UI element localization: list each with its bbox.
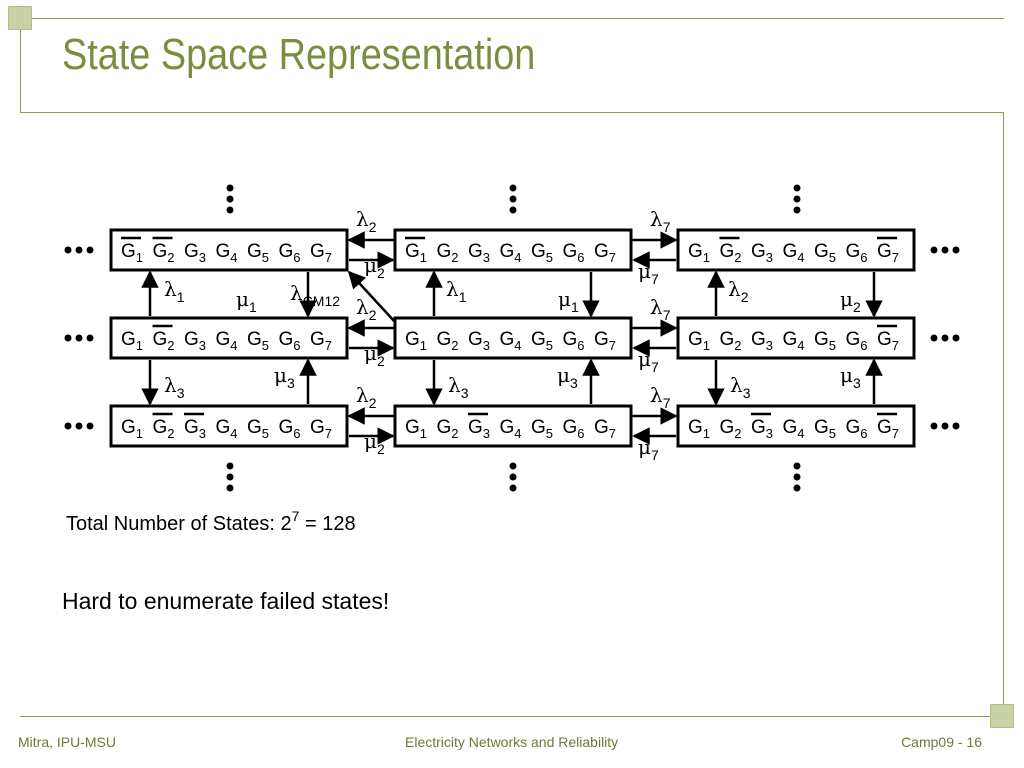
- rate-lambda2-row1: $\lambda_2$: [356, 207, 377, 235]
- generator-label: $G_7$: [310, 241, 333, 265]
- generator-label: $G_3$: [184, 241, 207, 265]
- generator-label: $G_2$: [719, 241, 742, 265]
- generator-label: $G_1$: [688, 329, 711, 353]
- generator-label: $G_5$: [531, 417, 554, 441]
- state-box-r3c3: [678, 406, 914, 446]
- generator-label: $G_1$: [121, 241, 144, 265]
- generator-label: $G_6$: [278, 241, 301, 265]
- rate-lambda-cm12: $\lambda_{CM12}$: [290, 281, 341, 309]
- rate-lambda2-col3: $\lambda_2$: [728, 277, 749, 305]
- generator-label: $G_4$: [215, 329, 238, 353]
- generator-label: $G_1$: [405, 241, 428, 265]
- rate-lambda2-row2: $\lambda_2$: [356, 295, 377, 323]
- rate-mu3-col1: $\mu_3$: [274, 363, 295, 391]
- rate-mu2-col3: $\mu_2$: [840, 287, 861, 315]
- ellipsis-top-col2: [510, 185, 517, 214]
- generator-label: $G_2$: [436, 329, 459, 353]
- rate-lambda7-row1: $\lambda_7$: [650, 207, 671, 235]
- ellipsis-top-col3: [794, 185, 801, 214]
- generator-label: $G_7$: [594, 417, 617, 441]
- rate-mu3-col3: $\mu_3$: [840, 363, 861, 391]
- generator-label: $G_6$: [562, 417, 585, 441]
- generator-label: $G_1$: [405, 417, 428, 441]
- generator-label: $G_5$: [814, 241, 837, 265]
- generator-label: $G_4$: [499, 329, 522, 353]
- slide-title: State Space Representation: [62, 30, 536, 79]
- generator-label: $G_7$: [594, 241, 617, 265]
- state-box-r2c2: [395, 318, 631, 358]
- rate-mu2-row3: $\mu_2$: [364, 429, 385, 457]
- generator-label: $G_6$: [845, 329, 868, 353]
- state-box-r2c1: [111, 318, 347, 358]
- ellipsis-right-row2: [931, 335, 960, 342]
- rate-lambda1-col2: $\lambda_1$: [446, 277, 467, 305]
- generator-label: $G_4$: [499, 417, 522, 441]
- generator-label: $G_2$: [152, 417, 175, 441]
- generator-label: $G_3$: [184, 417, 207, 441]
- state-box-r1c2: [395, 230, 631, 270]
- generator-label: $G_3$: [751, 329, 774, 353]
- rate-lambda1-col1: $\lambda_1$: [164, 277, 185, 305]
- generator-label: $G_1$: [688, 241, 711, 265]
- generator-label: $G_7$: [310, 417, 333, 441]
- generator-label: $G_4$: [782, 241, 805, 265]
- state-box-r3c2: [395, 406, 631, 446]
- rate-mu7-row2: $\mu_7$: [638, 347, 659, 375]
- rate-lambda3-col1: $\lambda_3$: [164, 373, 185, 401]
- generator-label: $G_7$: [877, 241, 900, 265]
- state-box-r2c3: [678, 318, 914, 358]
- generator-label: $G_3$: [751, 417, 774, 441]
- rate-mu1-col2: $\mu_1$: [558, 287, 579, 315]
- generator-label: $G_3$: [468, 417, 491, 441]
- ellipsis-bottom-col3: [794, 463, 801, 492]
- ellipsis-bottom-col1: [227, 463, 234, 492]
- generator-label: $G_2$: [719, 329, 742, 353]
- footer-author: Mitra, IPU-MSU: [18, 734, 116, 750]
- generator-label: $G_6$: [278, 329, 301, 353]
- generator-label: $G_2$: [436, 241, 459, 265]
- generator-label: $G_4$: [782, 417, 805, 441]
- rate-lambda7-row2: $\lambda_7$: [650, 295, 671, 323]
- rate-mu3-col2: $\mu_3$: [557, 363, 578, 391]
- generator-label: $G_2$: [152, 241, 175, 265]
- generator-label: $G_4$: [782, 329, 805, 353]
- generator-label: $G_7$: [594, 329, 617, 353]
- rate-lambda2-row3: $\lambda_2$: [356, 383, 377, 411]
- generator-label: $G_5$: [814, 329, 837, 353]
- generator-label: $G_5$: [247, 241, 270, 265]
- rate-lambda3-col3: $\lambda_3$: [730, 373, 751, 401]
- generator-label: $G_4$: [499, 241, 522, 265]
- generator-label: $G_5$: [814, 417, 837, 441]
- generator-label: $G_7$: [877, 329, 900, 353]
- footer-course: Electricity Networks and Reliability: [405, 734, 619, 750]
- generator-label: $G_1$: [121, 329, 144, 353]
- state-box-r1c1: [111, 230, 347, 270]
- generator-label: $G_3$: [468, 241, 491, 265]
- generator-label: $G_5$: [531, 241, 554, 265]
- ellipsis-left-row1: [65, 247, 94, 254]
- generator-label: $G_6$: [845, 417, 868, 441]
- state-box-r3c1: [111, 406, 347, 446]
- generator-label: $G_1$: [405, 329, 428, 353]
- state-box-r1c3: [678, 230, 914, 270]
- ellipsis-top-col1: [227, 185, 234, 214]
- body-text: Hard to enumerate failed states!: [62, 588, 390, 614]
- rate-mu7-row3: $\mu_7$: [638, 435, 659, 463]
- ellipsis-right-row3: [931, 423, 960, 430]
- ellipsis-right-row1: [931, 247, 960, 254]
- generator-label: $G_5$: [247, 417, 270, 441]
- generator-label: $G_1$: [121, 417, 144, 441]
- generator-label: $G_5$: [531, 329, 554, 353]
- generator-label: $G_4$: [215, 241, 238, 265]
- generator-label: $G_2$: [152, 329, 175, 353]
- generator-label: $G_4$: [215, 417, 238, 441]
- generator-label: $G_2$: [719, 417, 742, 441]
- generator-label: $G_6$: [562, 329, 585, 353]
- rate-mu2-row2: $\mu_2$: [364, 341, 385, 369]
- generator-label: $G_7$: [877, 417, 900, 441]
- ellipsis-left-row2: [65, 335, 94, 342]
- footer-slide-number: Camp09 - 16: [901, 734, 982, 750]
- generator-label: $G_2$: [436, 417, 459, 441]
- generator-label: $G_3$: [468, 329, 491, 353]
- generator-label: $G_6$: [562, 241, 585, 265]
- generator-label: $G_3$: [184, 329, 207, 353]
- ellipsis-left-row3: [65, 423, 94, 430]
- rate-mu2-row1: $\mu_2$: [364, 253, 385, 281]
- generator-label: $G_1$: [688, 417, 711, 441]
- generator-label: $G_7$: [310, 329, 333, 353]
- diagram-root: [65, 185, 960, 492]
- rate-lambda7-row3: $\lambda_7$: [650, 383, 671, 411]
- total-states-text: Total Number of States: $2^7 = 128$: [66, 508, 356, 535]
- rate-mu1-col1: $\mu_1$: [236, 287, 257, 315]
- rate-lambda3-col2: $\lambda_3$: [448, 373, 469, 401]
- ellipsis-bottom-col2: [510, 463, 517, 492]
- rate-mu7-row1: $\mu_7$: [638, 259, 659, 287]
- generator-label: $G_6$: [845, 241, 868, 265]
- generator-label: $G_5$: [247, 329, 270, 353]
- generator-label: $G_6$: [278, 417, 301, 441]
- generator-label: $G_3$: [751, 241, 774, 265]
